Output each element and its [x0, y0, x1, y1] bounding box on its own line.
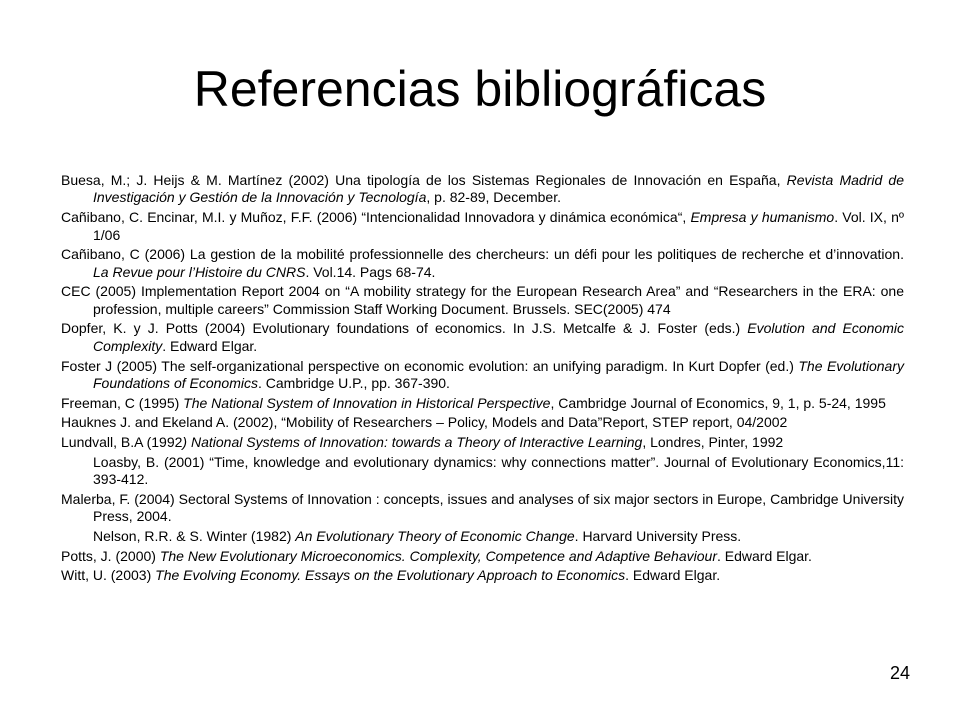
reference-text: Nelson, R.R. & S. Winter (1982): [93, 527, 296, 544]
reference-text: Cañibano, C. Encinar, M.I. y Muñoz, F.F. (2006) “Intencionalidad Innovadora y dinámica económica“,: [61, 209, 691, 226]
reference-item: [61, 567, 904, 584]
reference-item: [61, 320, 904, 355]
reference-text: Hauknes J. and Ekeland A. (2002), “Mobility of Researchers – Policy, Models and Data”Report, STEP report, 04/2002: [61, 414, 788, 431]
reference-italic-title: Revista Madrid de Investigación y Gestión de la Innovación y Tecnología: [93, 172, 905, 206]
reference-text: , p. 82-89, December.: [426, 189, 562, 206]
reference-text: Cañibano, C (2006) La gestion de la mobilité professionnelle des chercheurs: un défi pour les politiques de recherche et d’innovation.: [61, 246, 904, 263]
reference-italic-title: Evolution and Economic Complexity: [93, 320, 904, 354]
reference-item: [61, 246, 904, 281]
slide-title: Referencias bibliográficas: [193, 61, 767, 117]
reference-item: [61, 395, 904, 412]
reference-text: Foster J (2005) The self-organizational perspective on economic evolution: an unifying paradigm. In Kurt Dopfer (ed.): [61, 357, 799, 374]
reference-text: Freeman, C (1995): [61, 394, 184, 411]
reference-text: . Cambridge U.P., pp. 367-390.: [257, 374, 450, 391]
reference-item: [61, 172, 904, 207]
reference-item: [61, 548, 904, 565]
reference-text: , Londres, Pinter, 1992: [642, 434, 784, 451]
reference-text: Buesa, M.; J. Heijs & M. Martínez (2002) Una tipología de los Sistemas Regionales de Innovación en España,: [61, 172, 787, 188]
reference-text: . Vol. IX, nº 1/06: [93, 209, 904, 243]
reference-text: Lundvall, B.A (1992: [61, 434, 183, 451]
page-number: 24: [889, 663, 910, 683]
reference-italic-title: The New Evolutionary Microeconomics. Complexity, Competence and Adaptive Behaviour: [159, 547, 717, 564]
reference-text: . Vol.14. Pags 68-74.: [305, 263, 436, 280]
reference-item: [61, 209, 904, 244]
reference-text: Malerba, F. (2004) Sectoral Systems of Innovation : concepts, issues and analyses of six major sectors in Europe, Cambridge University Press, 2004.: [61, 490, 904, 525]
reference-list: [61, 172, 904, 587]
reference-text: . Edward Elgar.: [162, 337, 258, 354]
reference-italic-title: La Revue pour l’Histoire du CNRS: [93, 263, 306, 280]
reference-item: [61, 454, 904, 489]
reference-item: [61, 283, 904, 318]
reference-text: , Cambridge Journal of Economics, 9, 1, p. 5-24, 1995: [550, 394, 886, 411]
reference-text: . Edward Elgar.: [625, 567, 721, 584]
reference-italic-title: The Evolutionary Foundations of Economics: [93, 357, 904, 391]
reference-text: Witt, U. (2003): [61, 567, 156, 584]
reference-italic-title: The Evolving Economy. Essays on the Evolutionary Approach to Economics: [155, 567, 626, 584]
reference-item: [61, 528, 904, 545]
reference-text: Dopfer, K. y J. Potts (2004) Evolutionary foundations of economics. In J.S. Metcalfe & J. Foster (eds.): [61, 320, 748, 337]
reference-text: . Harvard University Press.: [574, 527, 742, 544]
reference-italic-title: ) National Systems of Innovation: towards a Theory of Interactive Learning: [182, 434, 643, 451]
reference-text: Potts, J. (2000): [61, 547, 160, 564]
reference-item: [61, 491, 904, 526]
reference-text: . Edward Elgar.: [716, 547, 812, 564]
reference-italic-title: Empresa y humanismo: [690, 209, 835, 226]
reference-italic-title: The National System of Innovation in Historical Perspective: [183, 394, 551, 411]
reference-italic-title: An Evolutionary Theory of Economic Change: [295, 527, 575, 544]
reference-text: Loasby, B. (2001) “Time, knowledge and evolutionary dynamics: why connections matter”. Journal of Evolutionary Economics,11: 393-412.: [93, 453, 904, 488]
reference-item: [61, 414, 904, 431]
reference-item: [61, 358, 904, 393]
reference-text: CEC (2005) Implementation Report 2004 on “A mobility strategy for the European Research Area” and “Researchers in the ERA: one profession, multiple careers” Commission Staff Working Document. Brussels. SEC(2005) 474: [61, 283, 904, 317]
reference-item: [61, 434, 904, 451]
